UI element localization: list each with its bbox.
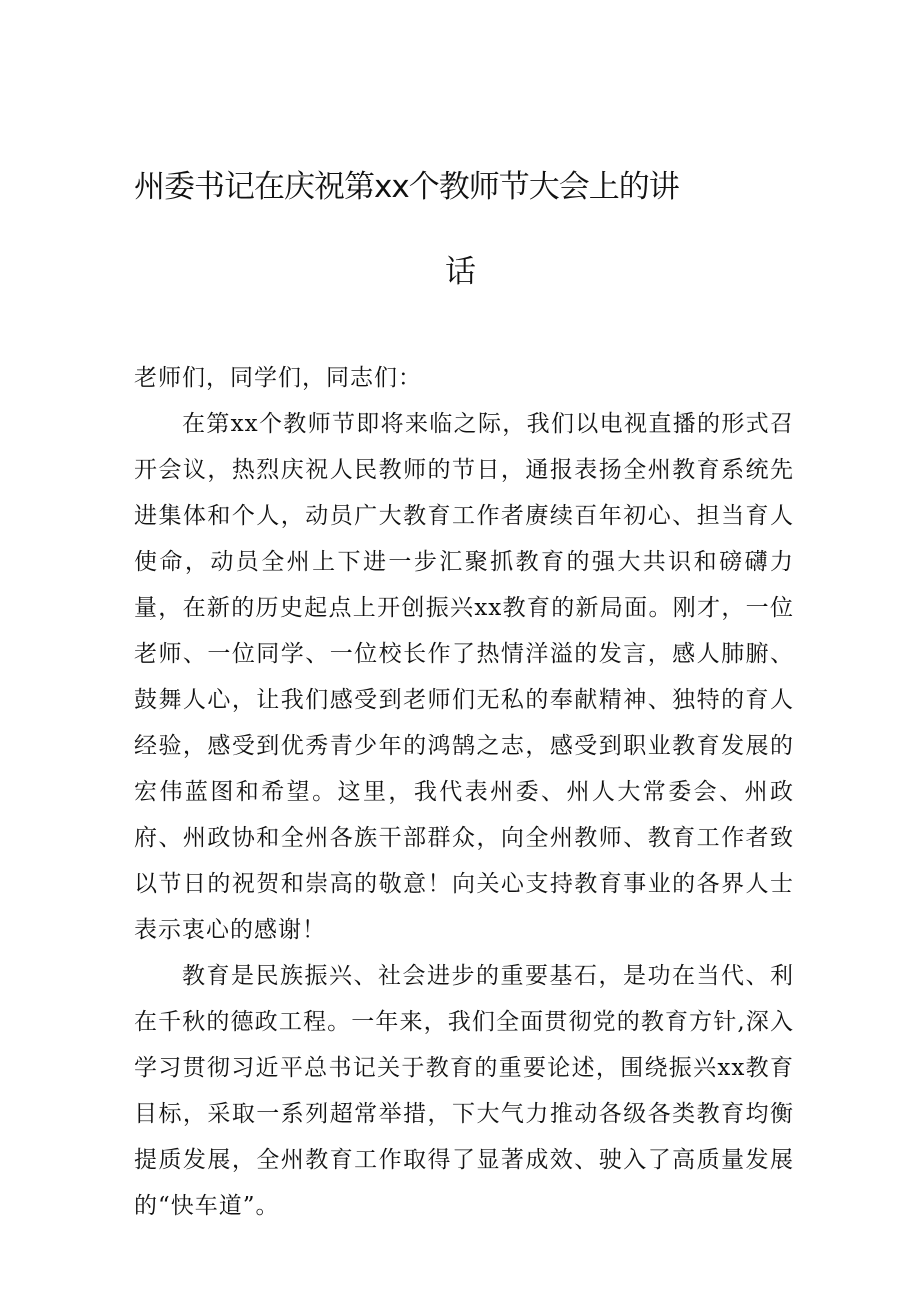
title-line-1: 州委书记在庆祝第xx个教师节大会上的讲 bbox=[134, 169, 679, 205]
title-line-2: 话 bbox=[445, 254, 475, 290]
salutation: 老师们，同学们，同志们： bbox=[134, 365, 422, 391]
document-body bbox=[134, 355, 794, 1229]
paragraph-1: 在第xx个教师节即将来临之际，我们以电视直播的形式召开会议，热烈庆祝人民教师的节日，通报表扬全州教育系统先进集体和个人，动员广大教育工作者赓续百年初心、担当育人使命，动员全州上下进一步汇聚抓教育的强大共识和磅礴力量，在新的历史起点上开创振兴xx教育的新局面。刚才，一位老师、一位同学、一位校长作了热情洋溢的发言，感人肺腑、鼓舞人心，让我们感受到老师们无私的奉献精神、独特的育人经验，感受到优秀青少年的鸿鹄之志，感受到职业教育发展的宏伟蓝图和希望。这里，我代表州委、州人大常委会、州政府、州政协和全州各族干部群众，向全州教师、教育工作者致以节日的祝贺和崇高的敬意！向关心支持教育事业的各界人士表示衷心的感谢！ bbox=[134, 411, 794, 943]
paragraph-2: 教育是民族振兴、社会进步的重要基石，是功在当代、利在千秋的德政工程。一年来，我们全面贯彻党的教育方针,深入学习贯彻习近平总书记关于教育的重要论述，围绕振兴xx教育目标，采取一系列超常举措，下大气力推动各级各类教育均衡提质发展，全州教育工作取得了显著成效、驶入了高质量发展的“快车道”。 bbox=[134, 963, 794, 1219]
